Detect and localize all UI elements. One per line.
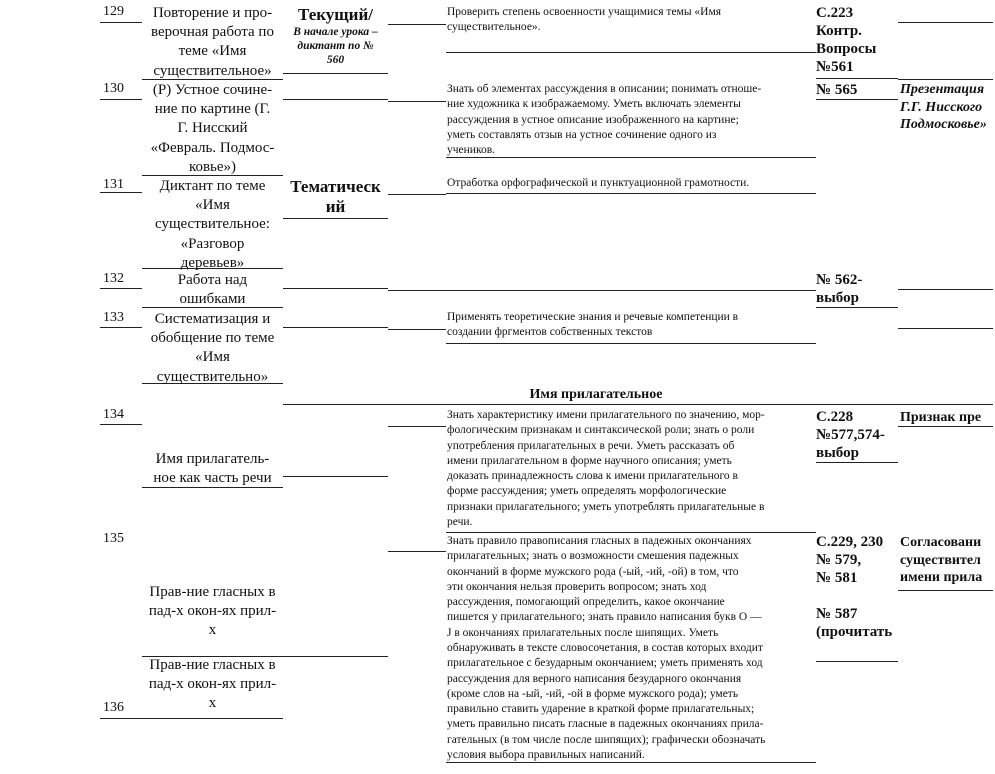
lesson-number: 132 — [103, 271, 124, 286]
section-title: Имя прилагательное — [529, 387, 663, 402]
lesson-number: 129 — [103, 4, 124, 19]
lesson-number: 135 — [103, 531, 124, 546]
requirements-text: Применять теоретические знания и речевые компетенции в создании фргментов собственных текстов — [447, 311, 739, 339]
lesson-topic: Работа над ошибками — [177, 272, 248, 308]
extra-materials: Признак пре — [900, 410, 982, 425]
extra-materials: Согласовани существител имени прила — [900, 535, 983, 585]
extra-materials: Презентация Г.Г. Нисского Подмосковье» — [900, 82, 987, 132]
homework-text: С.228 №577,574- выбор — [816, 409, 885, 461]
homework-text-extra: № 587 (прочитать — [816, 606, 893, 640]
lesson-topic: Прав-ние гласных в пад-х окон-ях прил- х — [148, 584, 277, 639]
lesson-topic: Прав-ние гласных в пад-х окон-ях прил- х — [148, 657, 277, 712]
lesson-topic: Имя прилагатель- ное как часть речи — [153, 451, 272, 487]
requirements-text: Проверить степень освоенности учащимися темы «Имя существительное». — [447, 6, 722, 34]
lesson-number: 130 — [103, 81, 124, 96]
control-type: Тематическ ий — [290, 177, 381, 216]
lesson-number: 133 — [103, 310, 124, 325]
homework-text: № 562- выбор — [816, 272, 863, 306]
homework-text: № 565 — [816, 82, 858, 98]
homework-text: С.229, 230 № 579, № 581 — [816, 534, 884, 586]
homework-text: С.223 Контр. Вопросы №561 — [816, 5, 877, 75]
control-type: Текущий/ — [298, 5, 373, 24]
requirements-text: Отработка орфографической и пунктуационной грамотности. — [447, 177, 750, 189]
lesson-number: 134 — [103, 407, 124, 422]
requirements-text: Знать правило правописания гласных в падежных окончаниях прилагательных; знать о возможности смешения падежных окончаний в форме мужского рода (-ый, -ий, -ой) в том, что эти окончания нельзя проверить вопросом; знать ход рассуждения, помогающий определить, какое окончание пишется у прилагательного; знать правило написания букв О — Ј в окончаниях прилагательных после шипящих. Уметь обнаруживать в тексте словосочетания, в состав которых входит прилагательное с безударным окончанием; уметь применять ход рассуждения для верного написания безударного окончания (кроме слов на -ый, -ий, -ой в форме мужского рода); уметь правильно ставить ударение в краткой форме прилагательных; уметь правильно писать гласные в падежных окончаниях прила- гательных (в том числе после шипящих); графически обозначать условия выбора правильных написаний. — [447, 535, 766, 761]
requirements-text: Знать об элементах рассуждения в описании; понимать отноше- ние художника к изображаемому. Уметь включать элементы рассуждения в устное описание изображенного на картине; уметь составлять отзыв на устное сочинение одного из учеников. — [447, 83, 762, 157]
lesson-number: 131 — [103, 177, 124, 192]
requirements-text: Знать характеристику имени прилагательного по значению, мор- фологическим признакам и синтаксической роли; знать о роли употребления прилагательных в речи. Уметь рассказать об имени прилагательном в форме научного описания; уметь доказать принадлежность слова к имени прилагательного в форме рассуждения; уметь определять морфологические признаки прилагательного; уметь употреблять прилагательные в речи. — [447, 409, 765, 528]
lesson-topic: (Р) Устное сочине- ние по картине (Г. Г. Нисский «Февраль. Подмос- ковье») — [150, 82, 275, 175]
lesson-topic: Систематизация и обобщение по теме «Имя существительно» — [150, 311, 275, 385]
lesson-topic: Диктант по теме «Имя существительное: «Разговор деревьев» — [155, 178, 270, 271]
control-type-note: В начале урока – диктант по № 560 — [293, 26, 378, 66]
lesson-number: 136 — [103, 700, 124, 715]
lesson-topic: Повторение и про- верочная работа по теме «Имя существительное» — [151, 5, 274, 79]
